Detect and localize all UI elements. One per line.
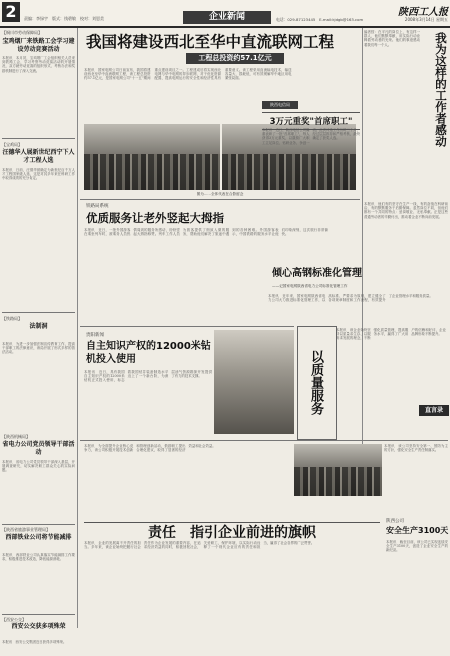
lower-left-body: 本报讯 为全面提升企业核心竞争力，该公司积极开展技术创新和管理创新活动，鼓励职工提出合理化建议，取得了显著的经济效益和社会效益。 [84,444,216,453]
divider [2,524,75,525]
left-item-tag: 【宝鸡局】 [2,142,22,147]
divider [80,199,360,200]
top-story-body: 本报讯 国家电网公司日前宣布，我国将建设西北至华中直流联网工程，该工程总投资约57.1亿元，是国家电网公司"十一五"期间重点建设项目之一。工程建成后将实现西北电网与华中电网的异步联网，对于优化资源配置、提高电网运行的安全性和经济性具有重要意义。该工程采用直流输电技术，输送容量大，损耗低，可有效缓解华中地区用电紧张局面。 [84,68,292,81]
masthead-rule [0,26,450,28]
issue-date: 2008年3月14日 星期五 [404,17,448,22]
award-headline: 3万元重奖"首席职工" [262,112,360,130]
left-item-body: 本报讯 本月初，宝鸡烟厂工会组织相关人员来到铁路工会，学习考察劳动竞赛活动的开展情况，双方就劳动竞赛的组织形式、考核办法和奖励机制进行了深入交流。 [2,56,75,73]
divider [80,326,294,327]
page-number: 2 [2,2,20,22]
bottom-banner-body: 本报讯 企业的发展离不开责任的担当。多年来，该企业始终把履行社会责任作为企业发展的重要内容，在追求经济效益的同时，积极回报社会，关爱职工，保护环境，以实际行动诠释了一个现代企业应有的责任和担当，赢得了社会各界的广泛赞誉。 [84,541,315,550]
vertical-story-body: 本报讯 该企业始终坚持以质量求生存、以服务求发展的理念，不断强化质量管理，提高服务水平，赢得了广大用户的信赖和好评，企业品牌形象不断提升。 [336,328,446,341]
workers-photo [294,444,382,496]
pipe-body: 本报讯 近年来，国家电网陕西省电力公司大力推进标准化管理工作，以高标准、严要求为原则，建立健全了各项规章制度和工作流程，有效提升了企业管理水平和服务质量。 [268,294,433,303]
divider [2,138,75,139]
left-item-tag: 【陕西机械局】 [2,434,30,439]
service-body: 本报讯 近日，一批外国游客在乘坐列车时，被乘务人员热情周到的服务所感动，纷纷竖起大拇指称赞。列车工作人员为旅客提供了细致入微的服务，帮助他们解决了旅途中遇到的各种困难。外国游客表示，中国铁路的服务水平让他们印象深刻，这次旅行非常愉快。 [84,228,328,237]
service-headline: 优质服务让老外竖起大拇指 [86,211,224,225]
divider [2,312,75,313]
left-item-title: 汪德华人展新世纪西宁下人才工程人选 [2,149,75,164]
left-item-tag: 【陕西省旅游事业管理局】 [2,527,50,532]
left-item-body: 本报讯 日前，汪德华被确定为新世纪百千万人才工程国家级人选，这是对其多年来在科研工作中取得成绩的充分肯定。 [2,168,75,181]
photo-caption: 图为……全体代表在合影留念 [196,192,244,196]
left-item-tag: 【铜川市劳动保障局】 [2,30,42,35]
paper-name: 陕西工人报 [398,7,448,18]
vertical-headline: 以质量服务 [308,350,323,415]
top-subhead: 工程总投资约57.1亿元 [186,53,284,64]
sidebar-intro: 编者按：在平凡的岗位上，有这样一群人，他们默默奉献，用实际行动诠释着劳动者的光荣。他们的事迹感动着我们每一个人。 [364,30,420,47]
drill-photo [214,330,294,434]
masthead-contact: 电话：029-87123445 E-mail:kjdgb@163.com [276,17,364,22]
left-item-tag: 【铁路局】 [2,316,22,321]
left-item-body: 本报讯 为进一步加强法制宣传教育工作，提高干部职工的法律意识，该局开展了形式多样的普法活动。 [2,342,75,355]
patent-headline: 自主知识产权的12000米钻机投入使用 [86,341,211,365]
lower-right-body: 本报讯 该公司坚持安全第一、预防为主的方针，强化安全生产责任制落实。 [384,444,448,453]
safety-body: 本报讯 截至目前，该公司已实现连续安全生产3100天，创造了企业安全生产的新纪录。 [386,540,448,553]
sidebar-body: 本报讯 他们有的坚守在生产一线，有的奋战在科研前沿，有的默默服务于后勤保障。虽然岗位不同，但他们都有一个共同的特点：爱岗敬业、无私奉献。正是这些普通劳动者的辛勤付出，推动着企业不断向前发展。 [364,202,448,219]
award-body: 本报讯 近日，陕西电信公司隆重表彰了一批"首席职工"，每人获得3万元重奖，以激励广大职工立足岗位、钻研业务、争创一流。此次评选工作历时三个月，经过层层推荐和严格考核，最终确定了获奖人选。 [262,128,360,145]
safety-kicker: 陕西公司 [386,519,404,524]
service-kicker: 铁路局系统 [86,204,109,209]
left-column [2,30,75,644]
column-rule [77,28,78,628]
left-item-title: 西安公交获多项殊荣 [11,623,66,630]
left-item-body: 本报讯 西安公交集团近日获得多项殊荣。 [2,640,67,644]
columnist-label: 直言录 [419,405,449,416]
award-tag: 陕西电信局 [262,101,298,109]
section-label: 企业新闻 [183,11,271,24]
left-item-body: 本报讯 省电力公司党员领导干部深入基层，开展调查研究，切实解决职工群众关心的实际问题。 [2,460,75,473]
pipe-subhead: ——记国家电网陕西省电力公司标准化管理工作 [272,284,348,288]
masthead [0,0,450,26]
divider [80,440,448,441]
masthead-meta-left: 责编：李绿宇 版式：钱碧敏 校对：刘恩美 [24,16,104,21]
top-headline: 我国将建设西北至华中直流联网工程 [86,33,335,51]
safety-headline: 安全生产3100天 [386,526,449,535]
left-item-title: 西部铁业公司将节能减排 [5,534,72,541]
left-item-title: 省电力公司党员领导干部活动 [2,441,75,456]
left-item-title: 宝鸡烟厂来铁路工会学习建设劳动竞赛活动 [2,38,75,53]
left-item-title: 法制洞 [29,323,48,330]
divider [2,614,75,615]
left-item-tag: 【西安公交】 [2,617,26,622]
sidebar-title: 我为这样的工作者感动 [434,32,448,147]
patent-kicker: 贵阳新闻 [86,333,104,338]
group-photo-1 [84,124,220,190]
bottom-banner-headline: 责任 指引企业前进的旗帜 [84,522,380,541]
pipe-headline: 倾心高钢标准化管理 [272,268,362,279]
left-item-body: 本报讯 西部铁业公司认真落实节能减排工作要求，积极推进技术改造，降低能源消耗。 [2,553,75,562]
patent-body: 本报讯 近日，具有我国自主知识产权的12000米钻机正式投入使用，标志着我国钻井装备制造水平迈上了一个新台阶，为深层油气资源勘探开发提供了有力的技术支撑。 [84,370,212,383]
